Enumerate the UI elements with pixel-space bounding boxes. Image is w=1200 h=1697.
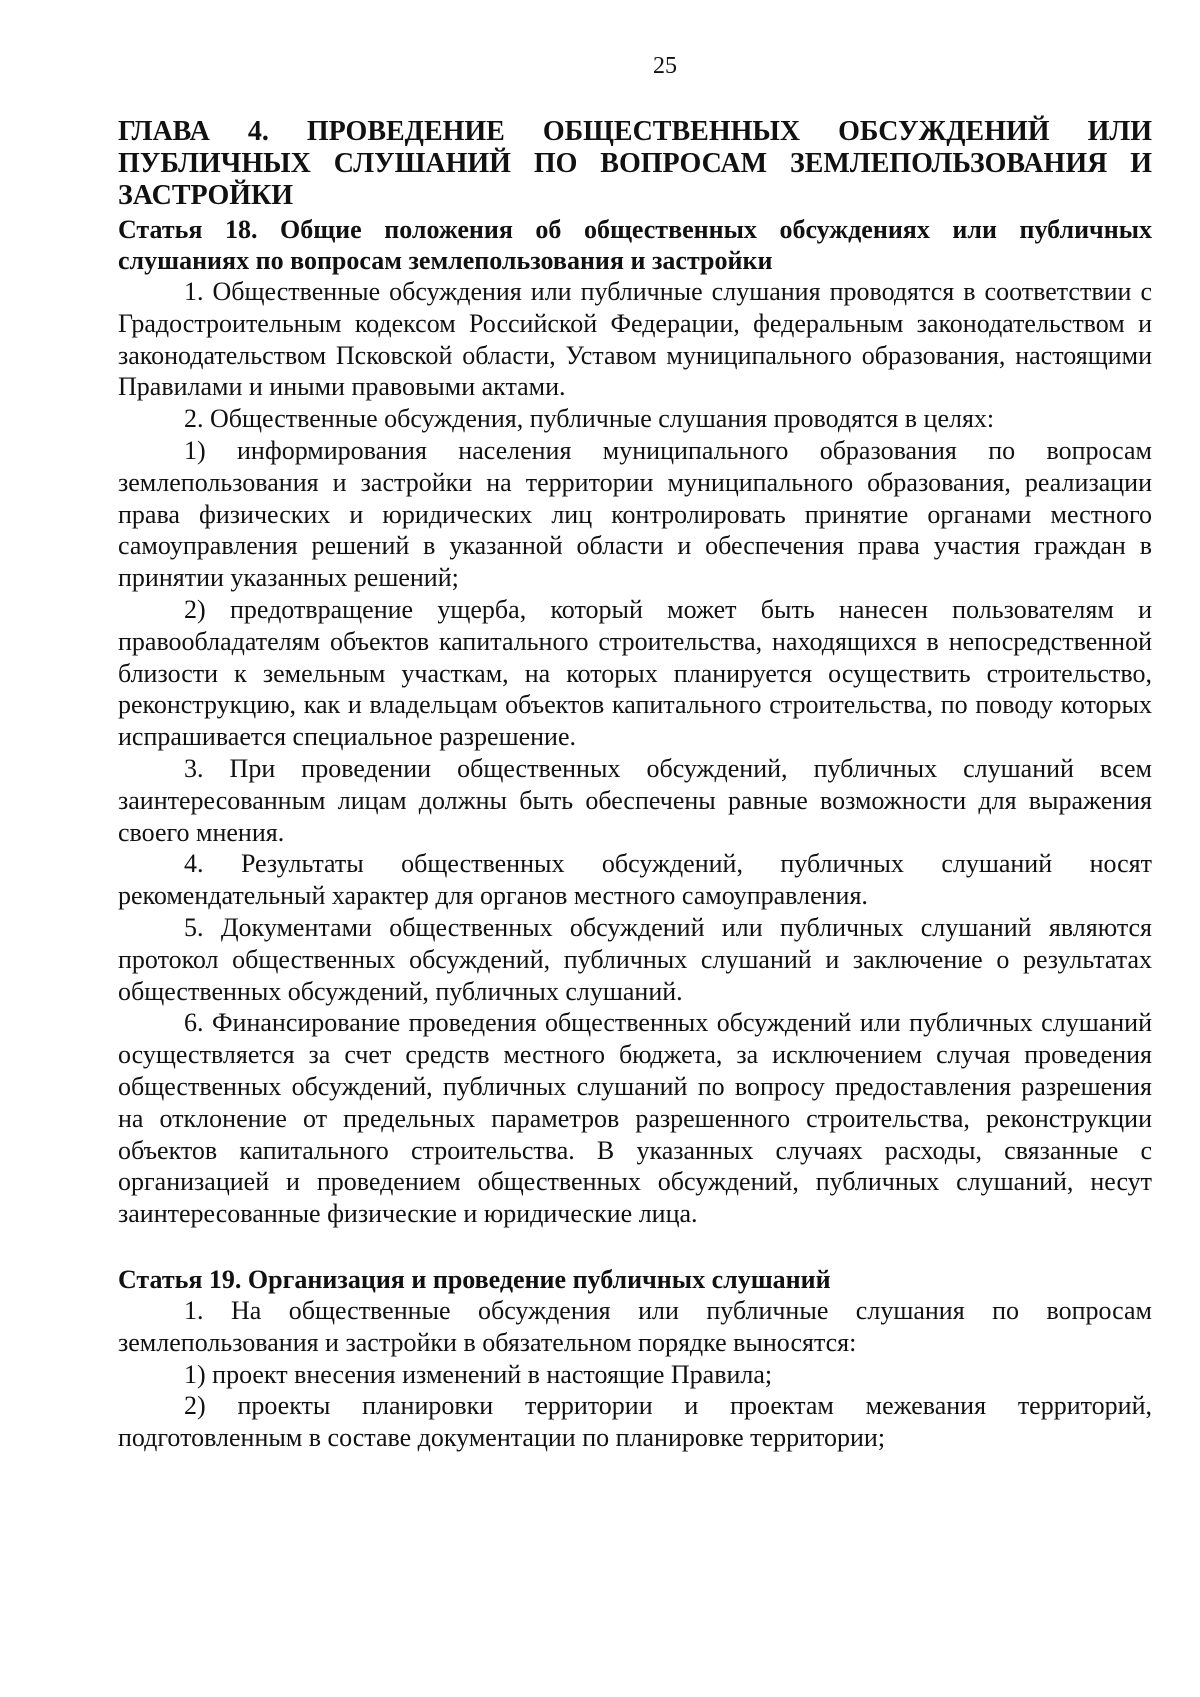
article-18: [118, 214, 1152, 1230]
article-19: [118, 1264, 1152, 1454]
article-18-paragraph: 3. При проведении общественных обсуждений, публичных слушаний всем заинтересованным лицам должны быть обеспечены равные возможности для выражения своего мнения.: [118, 753, 1152, 847]
article-18-paragraph: 6. Финансирование проведения общественных обсуждений или публичных слушаний осуществляется за счет средств местного бюджета, за исключением случая проведения общественных обсуждений, публичных слушаний по вопросу предоставления разрешения на отклонение от предельных параметров разрешенного строительства, реконструкции объектов капитального строительства. В указанных случаях расходы, связанные с организацией и проведением общественных обсуждений, публичных слушаний, несут заинтересованные физические и юридические лица.: [118, 1008, 1152, 1229]
article-18-paragraph: 2. Общественные обсуждения, публичные слушания проводятся в целях:: [184, 404, 995, 434]
article-18-paragraph: 1. Общественные обсуждения или публичные слушания проводятся в соответствии с Градостроительным кодексом Российской Федерации, федеральным законодательством и законодательством Псковской области, Уставом муниципального образования, настоящими Правилами и иными правовыми актами.: [118, 277, 1152, 402]
article-18-paragraph: 1) информирования населения муниципального образования по вопросам землепользования и застройки на территории муниципального образования, реализации права физических и юридических лиц контролировать принятие органами местного самоуправления решений в указанной области и обеспечения права участия граждан в принятии указанных решений;: [118, 435, 1152, 593]
article-18-paragraph: 4. Результаты общественных обсуждений, публичных слушаний носят рекомендательный характер для органов местного самоуправления.: [118, 849, 1152, 911]
article-19-title: Статья 19. Организация и проведение публичных слушаний: [118, 1264, 831, 1294]
article-19-paragraph: 1) проект внесения изменений в настоящие Правила;: [184, 1359, 773, 1389]
section-spacer: [118, 1230, 1152, 1262]
chapter-title: ГЛАВА 4. ПРОВЕДЕНИЕ ОБЩЕСТВЕННЫХ ОБСУЖДЕНИЙ ИЛИ ПУБЛИЧНЫХ СЛУШАНИЙ ПО ВОПРОСАМ ЗЕМЛЕПОЛЬЗОВАНИЯ И ЗАСТРОЙКИ: [118, 116, 1152, 211]
document-page: [118, 52, 1152, 1454]
article-19-paragraph: 1. На общественные обсуждения или публичные слушания по вопросам землепользования и застройки в обязательном порядке выносятся:: [118, 1295, 1152, 1357]
article-19-paragraph: 2) проекты планировки территории и проектам межевания территорий, подготовленным в составе документации по планировке территории;: [118, 1391, 1152, 1453]
article-18-title: Статья 18. Общие положения об общественных обсуждениях или публичных слушаниях по вопросам землепользования и застройки: [118, 215, 1152, 275]
page-number: 25: [653, 53, 677, 79]
article-18-paragraph: 5. Документами общественных обсуждений или публичных слушаний являются протокол общественных обсуждений, публичных слушаний и заключение о результатах общественных обсуждений, публичных слушаний.: [118, 912, 1152, 1006]
article-18-paragraph: 2) предотвращение ущерба, который может быть нанесен пользователям и правообладателям объектов капитального строительства, находящихся в непосредственной близости к земельным участкам, на которых планируется осуществить строительство, реконструкцию, как и владельцам объектов капитального строительства, по поводу которых испрашивается специальное разрешение.: [118, 594, 1152, 752]
